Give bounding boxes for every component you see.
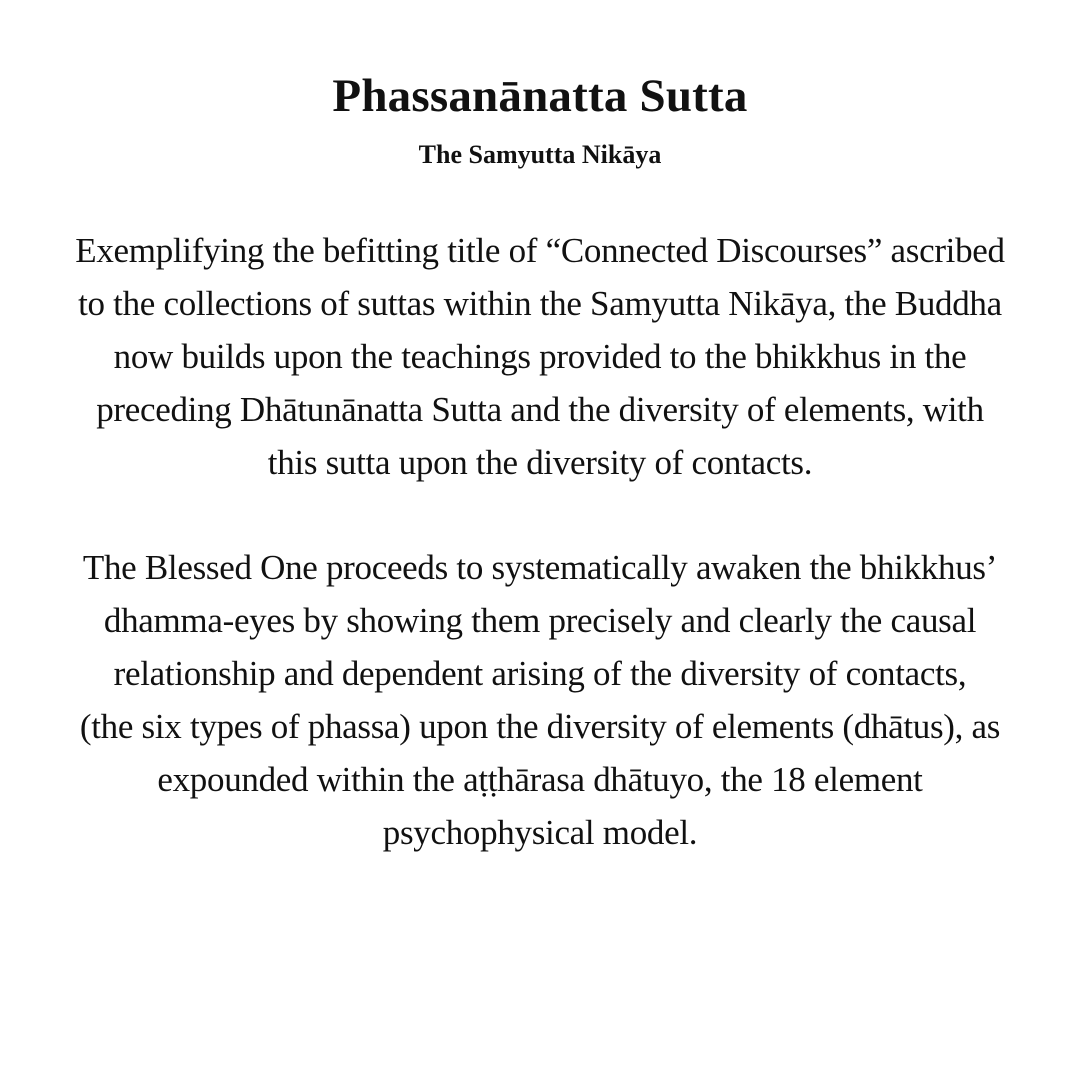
body-paragraph: The Blessed One proceeds to systematically awaken the bhikkhus’ dhamma-eyes by showing them precisely and clearly the causal relationship and dependent arising of the diversity of contacts, (the six types of phassa) upon the diversity of elements (dhātus), as expounded within the aṭṭhārasa dhātuyo, the 18 element psychophysical model.: [79, 548, 1001, 852]
page-title: Phassanānatta Sutta: [332, 70, 748, 122]
intro-paragraph: Exemplifying the befitting title of “Connected Discourses” ascribed to the collections of suttas within the Samyutta Nikāya, the Buddha now builds upon the teachings provided to the bhikkhus in the preceding Dhātunānatta Sutta and the diversity of elements, with this sutta upon the diversity of contacts.: [75, 231, 1005, 482]
page-subtitle: The Samyutta Nikāya: [418, 140, 662, 169]
